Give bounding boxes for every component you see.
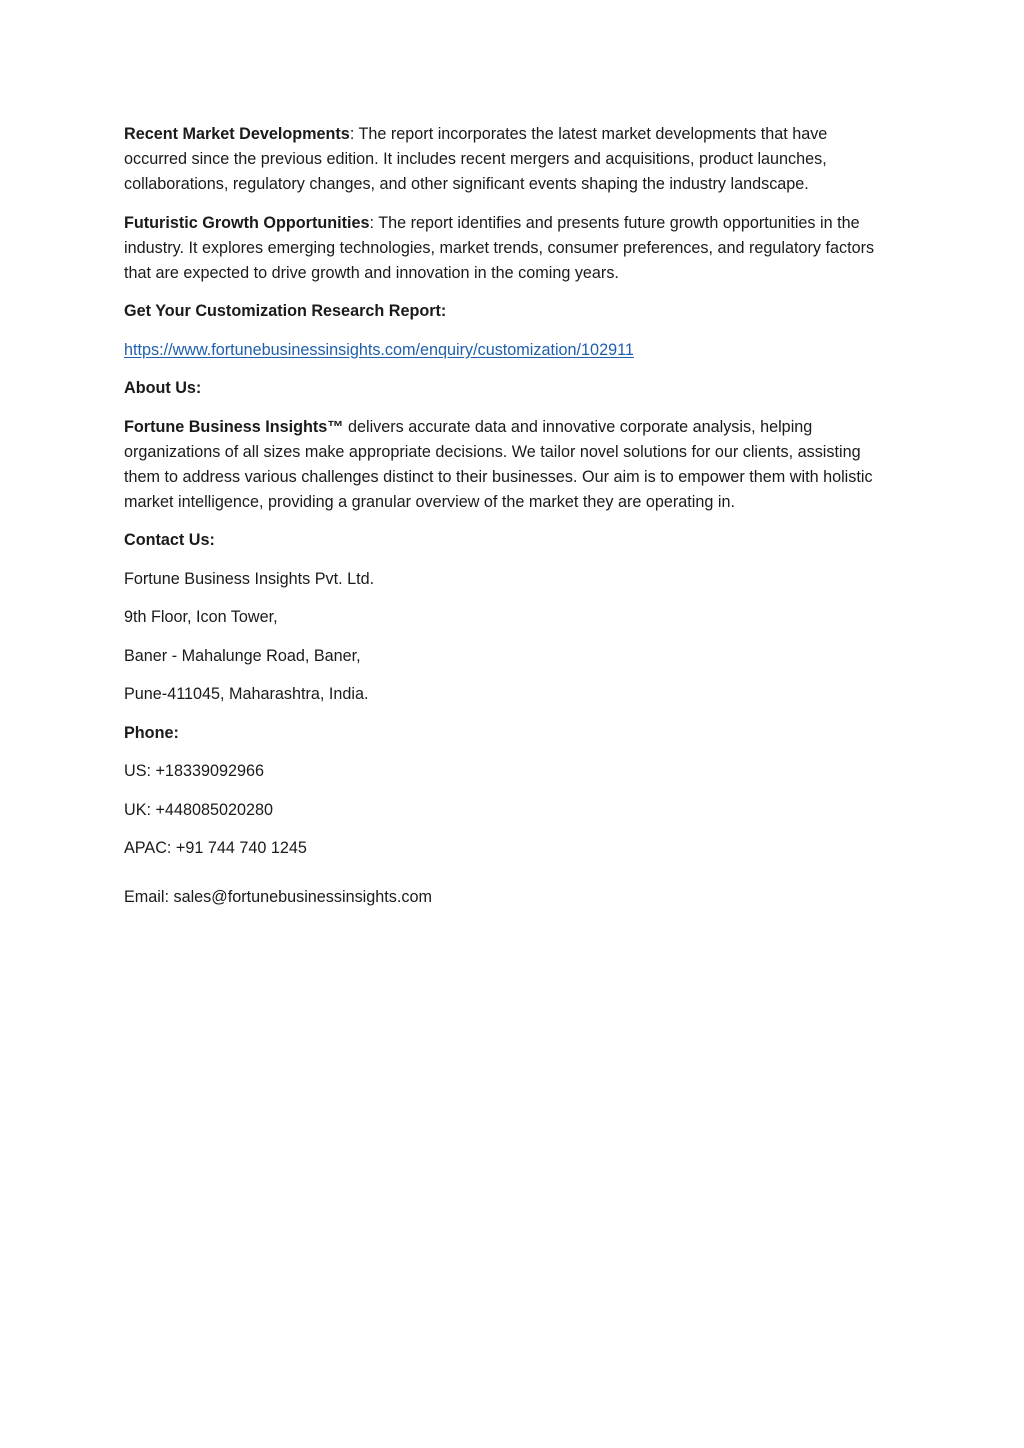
futuristic-growth-heading: Futuristic Growth Opportunities — [124, 213, 370, 232]
email-address: sales@fortunebusinessinsights.com — [173, 888, 432, 906]
phone-heading: Phone: — [124, 723, 179, 742]
recent-developments-text: : The report incorporates the latest market developments that have occurred since the previous edition. It includes recent mergers and acquisitions, product launches, collaborations, regulatory changes, and other significant events shaping the industry landscape. — [124, 125, 828, 193]
phone-apac: APAC: +91 744 740 1245 — [124, 839, 307, 857]
email-line — [124, 885, 894, 910]
phone-uk: UK: +448085020280 — [124, 800, 273, 819]
contact-address-line2: Baner - Mahalunge Road, Baner, — [124, 646, 361, 665]
about-us-text: delivers accurate data and innovative corporate analysis, helping organizations of all sizes make appropriate decisions. We tailor novel solutions for our clients, assisting them to address various challenges distinct to their businesses. Our aim is to empower them with holistic market intelligence, providing a granular overview of the market they are operating in. — [124, 417, 873, 511]
email-label: Email: — [124, 888, 174, 906]
customization-heading: Get Your Customization Research Report: — [124, 302, 447, 320]
recent-developments-paragraph — [124, 122, 894, 197]
about-us-brand: Fortune Business Insights™ — [124, 417, 344, 436]
futuristic-growth-text: : The report identifies and presents future growth opportunities in the industry. It explores emerging technologies, market trends, consumer preferences, and regulatory factors that are expected to drive growth and innovation in the coming years. — [124, 213, 875, 282]
futuristic-growth-paragraph — [124, 211, 894, 286]
contact-company: Fortune Business Insights Pvt. Ltd. — [124, 569, 375, 588]
customization-link-paragraph — [124, 338, 894, 363]
contact-us-heading: Contact Us: — [124, 531, 215, 549]
contact-address-line1: 9th Floor, Icon Tower, — [124, 608, 278, 626]
about-us-heading: About Us: — [124, 379, 202, 397]
recent-developments-heading: Recent Market Developments — [124, 125, 350, 143]
customization-link[interactable]: https://www.fortunebusinessinsights.com/enquiry/customization/102911 — [124, 340, 634, 359]
about-us-paragraph — [124, 415, 894, 515]
contact-address-line3: Pune-411045, Maharashtra, India. — [124, 685, 369, 703]
phone-us: US: +18339092966 — [124, 762, 264, 780]
document-page — [124, 122, 894, 924]
